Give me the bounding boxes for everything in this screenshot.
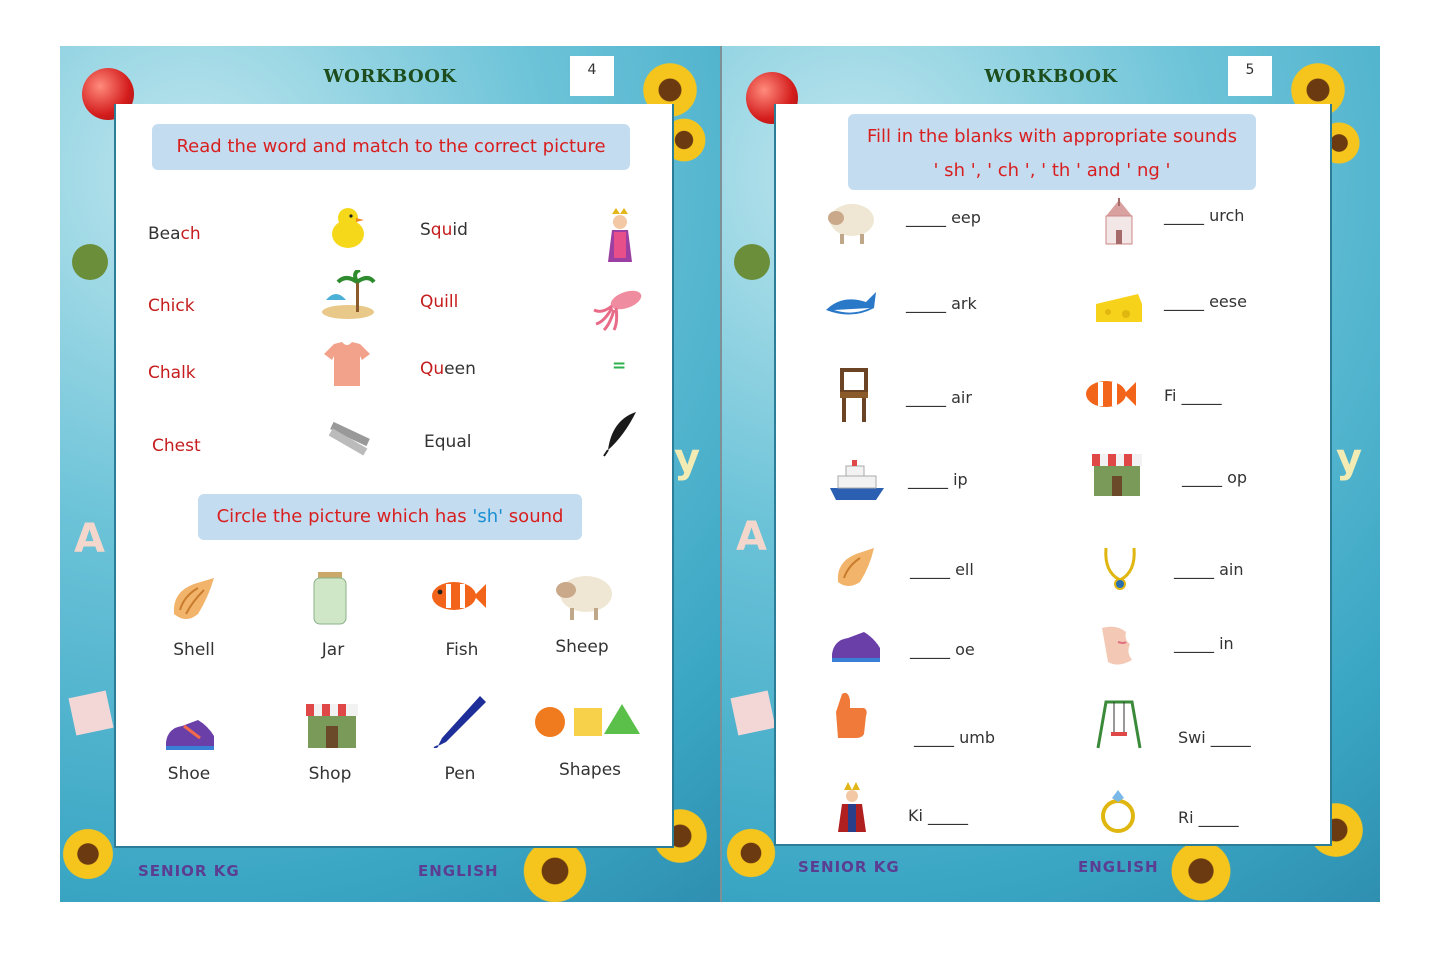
match-word-squid[interactable]: Squid (420, 220, 468, 240)
footer-grade: SENIOR KG (798, 858, 900, 876)
sunflower-decoration-icon (1168, 838, 1234, 902)
chalk-icon[interactable] (324, 416, 376, 460)
sheep-icon[interactable] (552, 570, 614, 622)
letter-a-decoration-icon: A (74, 516, 105, 562)
fish-icon (1082, 374, 1136, 414)
blank-eep[interactable]: _____ eep (906, 208, 981, 227)
chair-icon (836, 368, 872, 424)
abc-block-decoration-icon (68, 690, 113, 735)
match-word-chest[interactable]: Chest (152, 436, 201, 456)
letter-a-decoration-icon: A (736, 514, 767, 560)
page-number: 5 (1228, 56, 1272, 96)
workbook-header: WORKBOOK (984, 66, 1118, 87)
workbook-page-5 (722, 46, 1380, 902)
shell-icon (832, 544, 880, 590)
footer-grade: SENIOR KG (138, 862, 240, 880)
footer-subject: ENGLISH (418, 862, 499, 880)
abc-block-decoration-icon (730, 690, 775, 735)
sheep-icon (824, 200, 876, 246)
section-title-fill (848, 114, 1256, 190)
church-icon (1096, 198, 1142, 246)
shark-icon (822, 288, 878, 324)
letter-y-decoration-icon: y (1336, 436, 1363, 482)
blank-op[interactable]: _____ op (1182, 468, 1248, 487)
title-line-1: Fill in the blanks with appropriate sounds (866, 126, 1238, 147)
match-word-quill[interactable]: Quill (420, 292, 459, 312)
blank-umb[interactable]: _____ umb (914, 728, 995, 747)
page-content-area (114, 104, 674, 848)
item-label-sheep: Sheep (555, 637, 609, 657)
letter-y-decoration-icon: y (674, 436, 701, 482)
sunflower-decoration-icon (60, 826, 116, 882)
turtle-decoration-icon (734, 244, 770, 280)
shapes-icon[interactable] (534, 702, 642, 740)
quill-icon[interactable] (602, 410, 642, 458)
workbook-header: WORKBOOK (323, 66, 457, 87)
chin-icon (1096, 622, 1140, 668)
ring-icon (1098, 788, 1138, 836)
blank-ki[interactable]: Ki _____ (908, 806, 969, 825)
king-icon (834, 782, 870, 834)
swing-icon (1094, 698, 1144, 750)
shop-icon[interactable] (304, 698, 360, 750)
blank-urch[interactable]: _____ urch (1164, 206, 1245, 225)
chick-icon[interactable] (326, 204, 370, 252)
fish-icon[interactable] (428, 574, 488, 618)
squid-icon[interactable] (588, 284, 644, 332)
item-label-shell: Shell (173, 640, 215, 660)
blank-eese[interactable]: _____ eese (1164, 292, 1247, 311)
blank-oe[interactable]: _____ oe (910, 640, 975, 659)
item-label-shop: Shop (308, 764, 352, 784)
workbook-page-4 (60, 46, 720, 902)
blank-in[interactable]: _____ in (1174, 634, 1234, 653)
footer-subject: ENGLISH (1078, 858, 1159, 876)
blank-air[interactable]: _____ air (906, 388, 972, 407)
item-label-shapes: Shapes (558, 760, 622, 780)
sunflower-decoration-icon (724, 826, 778, 880)
equal-sign-icon[interactable]: = (612, 356, 627, 376)
cheese-icon (1094, 290, 1144, 326)
turtle-decoration-icon (72, 244, 108, 280)
chain-icon (1100, 544, 1140, 592)
blank-fi[interactable]: Fi _____ (1164, 386, 1222, 405)
blank-ip[interactable]: _____ ip (908, 470, 968, 489)
match-word-equal[interactable]: Equal (424, 432, 472, 452)
queen-icon[interactable] (600, 208, 640, 264)
blank-ri[interactable]: Ri _____ (1178, 808, 1239, 827)
item-label-shoe: Shoe (167, 764, 211, 784)
blank-ain[interactable]: _____ ain (1174, 560, 1244, 579)
pen-icon[interactable] (432, 692, 486, 748)
thumb-icon (830, 690, 870, 740)
shoe-icon (828, 622, 884, 666)
shirt-icon[interactable] (322, 340, 372, 388)
match-word-beach[interactable]: Beach (148, 224, 201, 244)
match-word-chick[interactable]: Chick (148, 296, 195, 316)
beach-icon[interactable] (320, 270, 376, 320)
shoe-icon[interactable] (162, 708, 218, 754)
section-title-match: Read the word and match to the correct picture (152, 124, 630, 170)
shop-icon (1090, 448, 1144, 498)
match-word-chalk[interactable]: Chalk (148, 363, 196, 383)
page-number: 4 (570, 56, 614, 96)
item-label-fish: Fish (445, 640, 479, 660)
item-label-pen: Pen (444, 764, 476, 784)
page-content-area (774, 104, 1332, 846)
blank-ark[interactable]: _____ ark (906, 294, 977, 313)
match-word-queen[interactable]: Queen (420, 359, 476, 379)
blank-ell[interactable]: _____ ell (910, 560, 974, 579)
blank-swi[interactable]: Swi _____ (1178, 728, 1251, 747)
title-line-2: ' sh ', ' ch ', ' th ' and ' ng ' (933, 160, 1171, 181)
item-label-jar: Jar (321, 640, 345, 660)
ship-icon (828, 460, 886, 504)
shell-icon[interactable] (168, 574, 218, 624)
jar-icon[interactable] (310, 570, 350, 626)
section-title-circle: Circle the picture which has 'sh' sound (198, 494, 582, 540)
